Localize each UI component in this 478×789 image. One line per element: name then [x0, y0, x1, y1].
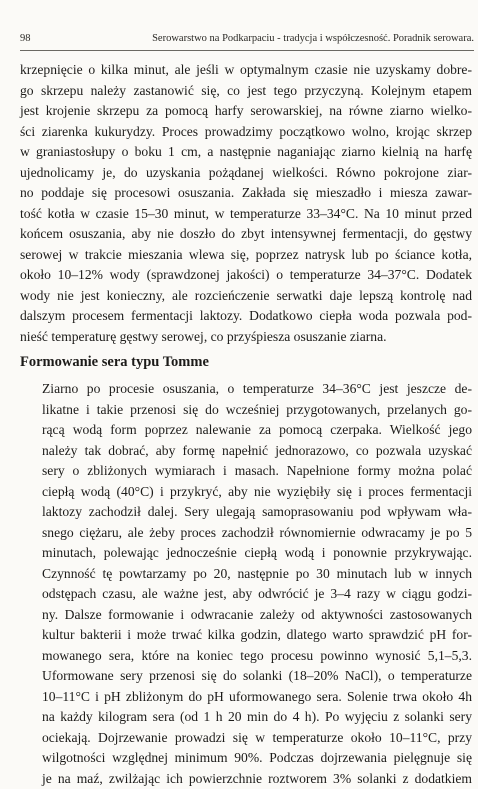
text-line: mowanego sera, które na koniec tego procesu powinno wynosić 5,1–5,3.	[20, 646, 472, 667]
text-line: je na maź, zwilżając ich powierzchnie roztworem 3% solanki z dodatkiem	[20, 769, 472, 789]
text-line: wody nie jest konieczny, ale rozcieńczenie serwatki daje lepszą kontrolę nad	[20, 286, 472, 307]
text-line: w graniastosłupy o boku 1 cm, a następnie naganiając ziarno kielnią na harfę	[20, 142, 472, 163]
page-header	[20, 33, 474, 47]
text-line: snego ciężaru, ale żeby proces zachodził równomiernie odwracamy je po 5	[20, 523, 472, 544]
text-line: ujednolicamy je, do uzyskania pożądanej wielkości. Równo pokrojone ziar-	[20, 163, 472, 184]
text-line: laktozy zachodził dalej. Sery ulegają samoprasowaniu pod wpływam wła-	[20, 502, 472, 523]
running-title: Serowarstwo na Podkarpaciu - tradycja i współczesność. Poradnik serowara.	[152, 33, 474, 44]
text-line: na każdy kilogram sera (od 1 h 20 min do 4 h). Po wyjęciu z solanki sery	[20, 707, 472, 728]
text-line: rącą wodą form poprzez nalewanie za pomocą czerpaka. Wielkość jego	[20, 420, 472, 441]
text-line: ociekają. Dojrzewanie prowadzi się w temperaturze około 10–11°C, przy	[20, 728, 472, 749]
text-line: należy tak dobrać, aby formę napełnić jednorazowo, co pozwala uzyskać	[20, 441, 472, 462]
text-line: Czynność tę powtarzamy po 20, następnie po 30 minutach lub w innych	[20, 564, 472, 585]
text-line: sery o zbliżonych wymiarach i masach. Napełnione formy można polać	[20, 461, 472, 482]
text-line: tość kotła w czasie 15–30 minut, w temperaturze 33–34°C. Na 10 minut przed	[20, 204, 472, 225]
text-line: likatne i takie przenosi się do wcześniej przygotowanych, przelanych go-	[20, 400, 472, 421]
text-line: ny. Dalsze formowanie i odwracanie zależy od aktywności zastosowanych	[20, 605, 472, 626]
text-line: Uformowane sery przenosi się do solanki (18–20% NaCl), o temperaturze	[20, 666, 472, 687]
text-line: ści ziarenka kukurydzy. Proces prowadzimy początkowo wolno, krojąc skrzep	[20, 122, 472, 143]
text-line: krzepnięcie o kilka minut, ale jeśli w optymalnym czasie nie uzyskamy dobre-	[20, 60, 472, 81]
text-line: wilgotności względnej minimum 90%. Podczas dojrzewania pielęgnuje się	[20, 748, 472, 769]
text-line: około 10–12% wody (sprawdzonej jakości) o temperaturze 34–37°C. Dodatek	[20, 265, 472, 286]
text-line: Ziarno po procesie osuszania, o temperaturze 34–36°C jest jeszcze de-	[20, 379, 472, 400]
text-line: no poddaje się procesowi osuszania. Zakłada się mieszadło i miesza zawar-	[20, 183, 472, 204]
text-line: serowej w trakcie mieszania wlewa się, poprzez natrysk lub po ściance kotła,	[20, 245, 472, 266]
text-line: go skrzepu należy zastanowić się, co jest tego przyczyną. Kolejnym etapem	[20, 81, 472, 102]
section-heading: Formowanie sera typu Tomme	[20, 354, 209, 371]
text-line: kultur bakterii i może trwać kilka godzin, dlatego warto sprawdzić pH for-	[20, 625, 472, 646]
text-line: końcem osuszania, aby nie doszło do zbyt intensywnej fermentacji, do gęstwy	[20, 224, 472, 245]
paragraph-1	[20, 60, 472, 347]
text-line: 10–11°C i pH zbliżonym do pH uformowanego sera. Solenie trwa około 4h	[20, 687, 472, 708]
page-number: 98	[20, 33, 31, 44]
text-line: ciepłą wodą (40°C) i przykryć, aby nie wyziębiły się i proces fermentacji	[20, 482, 472, 503]
paragraph-2	[20, 379, 472, 789]
text-line: odstępach czasu, ale ważne jest, aby odwrócić je 3–4 razy w ciągu godzi-	[20, 584, 472, 605]
header-rule	[20, 50, 474, 51]
text-line: minutach, polewając jednocześnie ciepłą wodą i ponownie przykrywając.	[20, 543, 472, 564]
text-line: nieść temperaturę gęstwy serowej, co przyśpiesza osuszanie ziarna.	[20, 327, 472, 348]
text-line: jest krojenie skrzepu za pomocą harfy serowarskiej, na równe ziarno wielko-	[20, 101, 472, 122]
text-line: dalszym procesem fermentacji laktozy. Dodatkowo ciepła woda pozwala pod-	[20, 306, 472, 327]
